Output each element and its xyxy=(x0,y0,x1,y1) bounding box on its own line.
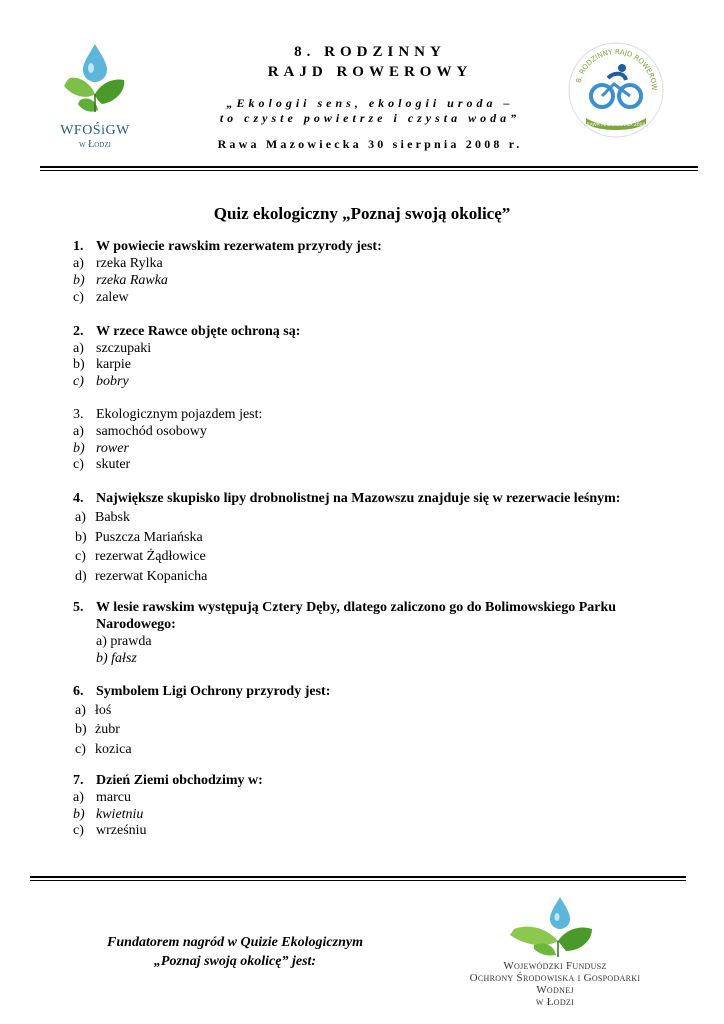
answer-6b: b) żubr xyxy=(75,722,120,737)
left-logo-text: WFOŚiGW xyxy=(60,123,130,138)
answer-2a: a) szczupaki xyxy=(73,341,152,356)
answer-5a: a) prawda xyxy=(96,634,152,649)
left-logo-subtext: w Łodzi xyxy=(79,139,111,150)
sponsor-line-1: Fundatorem nagród w Quizie Ekologicznym xyxy=(107,935,363,950)
header-place-date: Rawa Mazowiecka 30 sierpnia 2008 r. xyxy=(217,137,523,151)
footer-logo xyxy=(500,893,610,958)
answer-5b: b) fałsz xyxy=(96,651,137,666)
answer-6c: c) kozica xyxy=(75,742,132,757)
answer-4a: a) Babsk xyxy=(75,510,130,525)
fund-line-3: w Łodzi xyxy=(535,996,575,1008)
answer-3c: c) skuter xyxy=(73,457,131,472)
right-logo xyxy=(566,40,666,140)
answer-4b: b) Puszcza Mariańska xyxy=(75,530,203,545)
header-title-line2: RAJD ROWEROWY xyxy=(267,64,473,80)
answer-4d: d) rezerwat Kopanicha xyxy=(75,569,208,584)
left-logo xyxy=(50,38,140,150)
answer-3a: a) samochód osobowy xyxy=(73,424,207,439)
header-divider xyxy=(40,166,698,171)
fund-line-2: Ochrony Środowiska i Gospodarki Wodnej xyxy=(469,972,641,996)
sponsor-text xyxy=(80,933,390,971)
header-title-line1: 8. RODZINNY xyxy=(294,44,446,60)
answer-1a: a) rzeka Rylka xyxy=(73,256,163,271)
answer-3b: b) rower xyxy=(73,441,129,456)
fund-name xyxy=(450,960,660,1008)
question-6: 6. Symbolem Ligi Ochrony przyrody jest: xyxy=(73,684,331,699)
answer-1b: b) rzeka Rawka xyxy=(73,273,168,288)
right-logo-banner-text: RAWA MAZOWIECKA 2008 xyxy=(586,123,646,128)
header-motto-line2: to czyste powietrze i czysta woda” xyxy=(219,111,521,125)
answer-7c: c) wrześniu xyxy=(73,823,147,838)
question-7: 7. Dzień Ziemi obchodzimy w: xyxy=(73,773,263,788)
bicycle-logo-icon xyxy=(566,40,666,140)
header-motto-line1: „Ekologii sens, ekologii uroda – xyxy=(226,96,514,110)
question-1: 1. W powiecie rawskim rezerwatem przyrody jest: xyxy=(73,239,382,254)
leaf-drop-icon xyxy=(50,38,140,118)
question-3: 3. Ekologicznym pojazdem jest: xyxy=(73,407,263,422)
answer-1c: c) zalew xyxy=(73,290,129,305)
answer-2b: b) karpie xyxy=(73,357,131,372)
question-5-line2: Narodowego: xyxy=(96,617,176,632)
question-4: 4. Największe skupisko lipy drobnolistnej na Mazowszu znajduje się w rezerwacie leśnym: xyxy=(73,491,621,506)
right-logo-arc-text: 8. RODZINNY RAJD ROWEROW xyxy=(574,47,659,91)
question-5: 5. W lesie rawskim występują Cztery Dęby, dlatego zaliczono go do Bolimowskiego Parku xyxy=(73,600,617,615)
answer-6a: a) łoś xyxy=(75,703,112,718)
leaf-drop-icon xyxy=(500,893,610,958)
answer-7a: a) marcu xyxy=(73,790,131,805)
sponsor-line-2: „Poznaj swoją okolicę” jest: xyxy=(153,954,317,969)
question-2: 2. W rzece Rawce objęte ochroną są: xyxy=(73,324,301,339)
fund-line-1: Wojewódzki Fundusz xyxy=(503,960,607,972)
answer-7b: b) kwietniu xyxy=(73,807,144,822)
answer-4c: c) rezerwat Żądłowice xyxy=(75,549,206,564)
footer-divider xyxy=(30,876,686,881)
quiz-title: Quiz ekologiczny „Poznaj swoją okolicę” xyxy=(213,204,511,223)
answer-2c: c) bobry xyxy=(73,374,129,389)
